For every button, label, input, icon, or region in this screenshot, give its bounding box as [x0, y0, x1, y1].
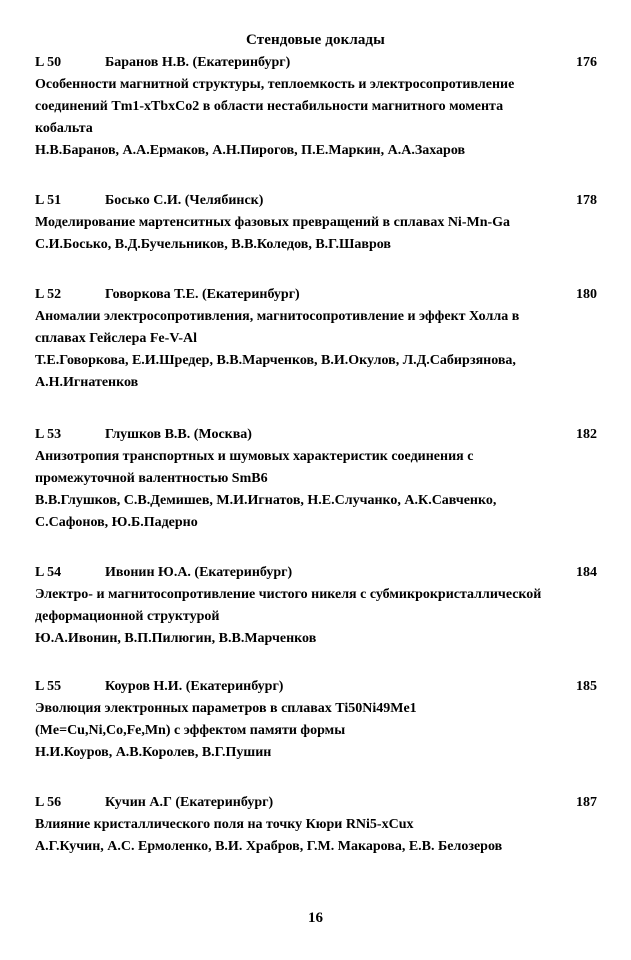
entry-page-number: 180 [576, 287, 597, 302]
entry-authors-line: С.Сафонов, Ю.Б.Падерно [35, 515, 198, 530]
entry-authors-line: А.Г.Кучин, А.С. Ермоленко, В.И. Храбров, Г.М. Макарова, Е.В. Белозеров [35, 839, 503, 854]
entry-speaker: Говоркова Т.Е. (Екатеринбург) [105, 287, 300, 302]
section-title: Стендовые доклады [246, 32, 385, 48]
entry-code: L 50 [35, 55, 62, 70]
entry-code: L 56 [35, 795, 62, 810]
entry-title-line: соединений Tm1-xTbxCo2 в области нестабильности магнитного момента [35, 99, 504, 114]
abstract-entry [35, 792, 597, 858]
entry-title-line: сплавах Гейслера Fe-V-Al [35, 331, 198, 346]
entry-authors-line: С.И.Босько, В.Д.Бучельников, В.В.Коледов, В.Г.Шавров [35, 237, 391, 252]
abstract-entry [35, 676, 597, 764]
entry-title-line: Влияние кристаллического поля на точку Кюри RNi5-xCux [35, 817, 414, 832]
entry-code: L 54 [35, 565, 62, 580]
entry-title-line: кобальта [35, 121, 93, 136]
entry-speaker: Кучин А.Г (Екатеринбург) [105, 795, 274, 810]
abstract-entry [35, 562, 597, 650]
entry-code: L 52 [35, 287, 62, 302]
entry-title-line: Электро- и магнитосопротивление чистого никеля с субмикрокристаллической [35, 587, 542, 602]
entry-title-line: Особенности магнитной структуры, теплоемкость и электросопротивление [35, 77, 515, 92]
entry-title-line: (Me=Cu,Ni,Co,Fe,Mn) с эффектом памяти формы [35, 723, 346, 738]
entry-page-number: 185 [576, 679, 597, 694]
abstract-entry [35, 284, 597, 394]
entry-authors-line: Н.В.Баранов, А.А.Ермаков, А.Н.Пирогов, П.Е.Маркин, А.А.Захаров [35, 143, 466, 158]
entry-authors-line: Т.Е.Говоркова, Е.И.Шредер, В.В.Марченков, В.И.Окулов, Л.Д.Сабирзянова, [35, 353, 516, 368]
abstract-entry [35, 52, 597, 162]
entry-authors-line: В.В.Глушков, С.В.Демишев, М.И.Игнатов, Н.Е.Случанко, А.К.Савченко, [35, 493, 497, 508]
entry-code: L 53 [35, 427, 62, 442]
abstract-entry [35, 190, 597, 256]
entry-speaker: Коуров Н.И. (Екатеринбург) [105, 679, 284, 694]
entry-page-number: 178 [576, 193, 597, 208]
entry-speaker: Босько С.И. (Челябинск) [105, 193, 264, 208]
entry-speaker: Баранов Н.В. (Екатеринбург) [105, 55, 291, 70]
entry-code: L 55 [35, 679, 62, 694]
entry-speaker: Ивонин Ю.А. (Екатеринбург) [105, 565, 293, 580]
entry-page-number: 187 [576, 795, 597, 810]
entry-page-number: 184 [576, 565, 597, 580]
entry-speaker: Глушков В.В. (Москва) [105, 427, 252, 442]
entry-title-line: Анизотропия транспортных и шумовых характеристик соединения с [35, 449, 474, 464]
entry-title-line: Эволюция электронных параметров в сплавах Ti50Ni49Me1 [35, 701, 417, 716]
entry-title-line: деформационной структурой [35, 609, 220, 624]
entry-authors-line: А.Н.Игнатенков [35, 375, 139, 390]
page-number: 16 [308, 910, 323, 926]
entry-title-line: Моделирование мартенситных фазовых превращений в сплавах Ni-Mn-Ga [35, 215, 511, 230]
entry-title-line: промежуточной валентностью SmB6 [35, 471, 268, 486]
entry-title-line: Аномалии электросопротивления, магнитосопротивление и эффект Холла в [35, 309, 520, 324]
entry-authors-line: Ю.А.Ивонин, В.П.Пилюгин, В.В.Марченков [35, 631, 317, 646]
entry-authors-line: Н.И.Коуров, А.В.Королев, В.Г.Пушин [35, 745, 272, 760]
entry-code: L 51 [35, 193, 62, 208]
entry-page-number: 176 [576, 55, 597, 70]
abstract-entry [35, 424, 597, 534]
entry-page-number: 182 [576, 427, 597, 442]
